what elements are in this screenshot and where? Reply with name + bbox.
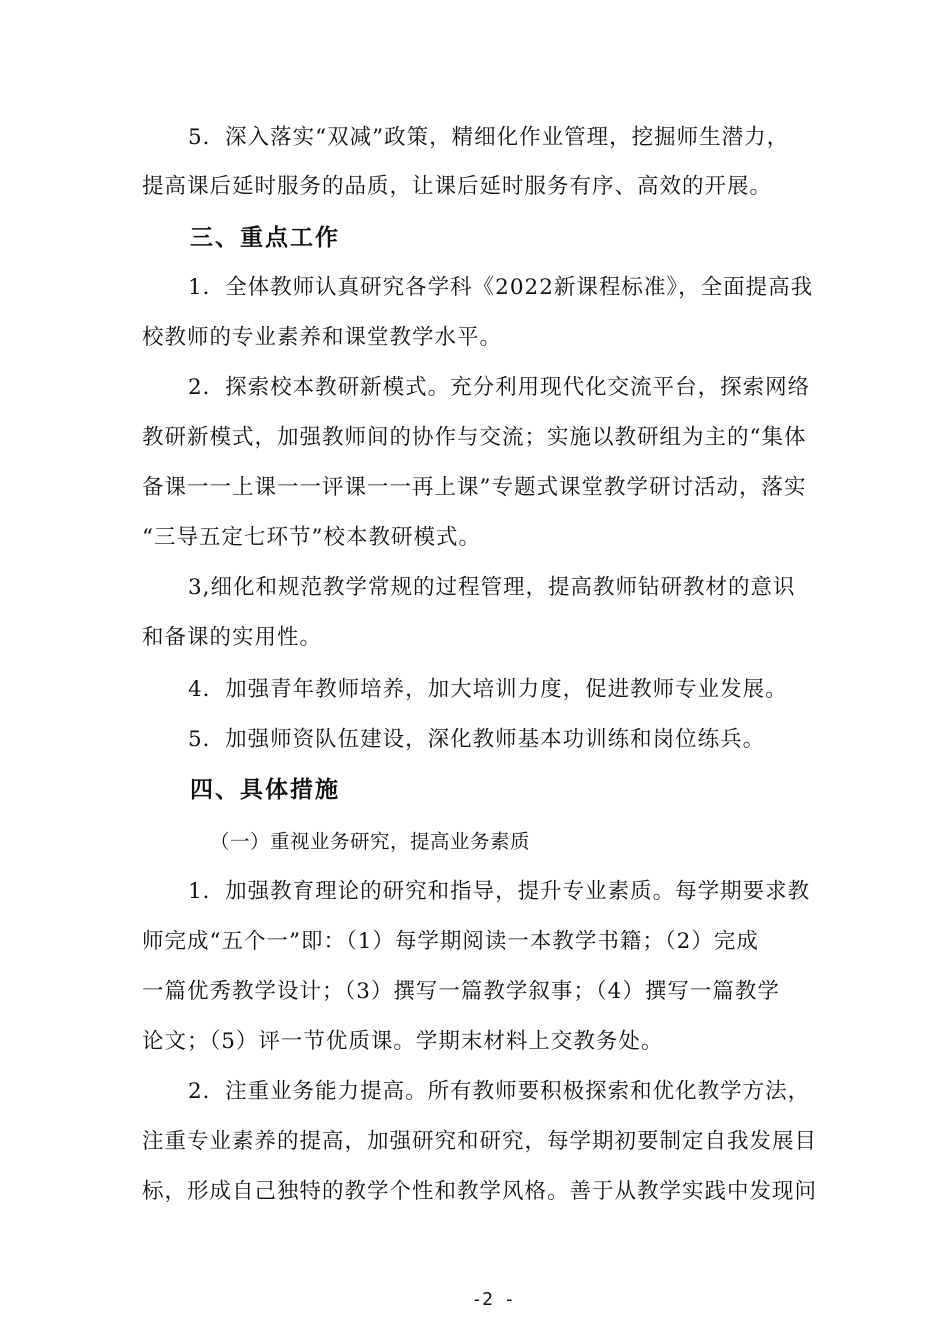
paragraph-line: 1．加强教育理论的研究和指导，提升专业素质。每学期要求教: [188, 879, 811, 904]
paragraph-line: 论文；（5）评一节优质课。学期末材料上交教务处。: [142, 1029, 664, 1054]
paragraph-line: 3,细化和规范教学常规的过程管理，提高教师钻研教材的意识: [188, 575, 796, 600]
paragraph-line: 校教师的专业素养和课堂教学水平。: [142, 325, 503, 350]
paragraph-line: 5．加强师资队伍建设，深化教师基本功训练和岗位练兵。: [188, 727, 766, 752]
section-heading: 三、重点工作: [190, 225, 340, 251]
paragraph-line: 2．探索校本教研新模式。充分利用现代化交流平台，探索网络: [188, 375, 811, 400]
paragraph-line: 5．深入落实“双减”政策，精细化作业管理，挖掘师生潜力，: [188, 125, 790, 150]
paragraph-line: 一篇优秀教学设计；（3）撰写一篇教学叙事；（4）撰写一篇教学: [142, 979, 780, 1004]
paragraph-line: 师完成“五个一”即：（1）每学期阅读一本教学书籍；（2）完成: [142, 929, 759, 954]
paragraph-line: 1．全体教师认真研究各学科《2022新课程标准》，全面提高我: [188, 275, 814, 300]
paragraph-line: 教研新模式，加强教师间的协作与交流；实施以教研组为主的“集体: [142, 425, 807, 450]
paragraph-line: “三导五定七环节”校本教研模式。: [142, 525, 481, 550]
paragraph-line: 标，形成自己独特的教学个性和教学风格。善于从教学实践中发现问: [142, 1179, 818, 1204]
paragraph-line: 注重专业素养的提高，加强研究和研究，每学期初要制定自我发展目: [142, 1129, 818, 1154]
paragraph-line: 和备课的实用性。: [142, 625, 323, 650]
sub-heading: （一）重视业务研究，提高业务素质: [210, 830, 531, 853]
section-heading: 四、具体措施: [190, 777, 340, 803]
paragraph-line: 备课一一上课一一评课一一再上课”专题式课堂教学研讨活动，落实: [142, 475, 807, 500]
page-number: -2 -: [471, 1289, 515, 1310]
paragraph-line: 2．注重业务能力提高。所有教师要积极探索和优化教学方法，: [188, 1079, 811, 1104]
paragraph-line: 提高课后延时服务的品质，让课后延时服务有序、高效的开展。: [142, 174, 773, 199]
paragraph-line: 4．加强青年教师培养，加大培训力度，促进教师专业发展。: [188, 677, 788, 702]
